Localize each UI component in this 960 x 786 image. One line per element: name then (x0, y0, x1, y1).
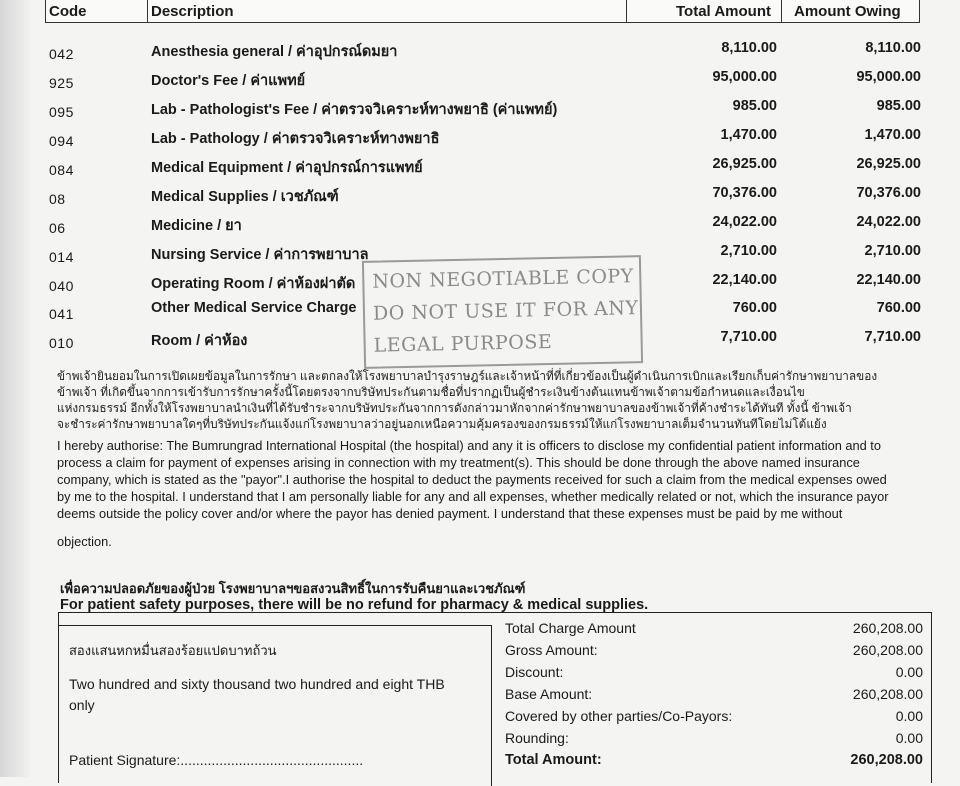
table-row (45, 40, 925, 64)
summary-value: 260,208.00 (852, 642, 923, 658)
thai-consent-line: แห่งกรมธรรม์ อีกทั้งให้โรงพยาบาลนำเงินที่ได้รับชำระจากบริษัทประกันจากการดังกล่าวมาหักจากค่ารักษาพยาบาลของข้าพเจ้าที่ค้างชำระได้ทันที ทั้งนี้ ข้าพเจ้า (57, 401, 852, 415)
summary-label: Covered by other parties/Co-Payors: (505, 708, 733, 724)
header-description: Description (151, 3, 234, 20)
stamp-line: LEGAL PURPOSE (373, 330, 553, 357)
summary-label: Rounding: (505, 730, 569, 746)
safety-notice-thai: เพื่อความปลอดภัยของผู้ป่วย โรงพยาบาลฯขอสงวนสิทธิ์ในการรับคืนยาและเวชภัณฑ์ (60, 581, 526, 596)
item-owing: 1,470.00 (864, 127, 921, 143)
item-description: Room / ค่าห้อง (151, 333, 248, 349)
thai-consent-line: ข้าพเจ้า ที่เกิดขึ้นจากการเข้ารับการรักษาครั้งนี้โดยตรงจากบริษัทประกันตามชื่อที่ปรากฏเป็นผู้ชำระเงินข้างต้นแทนข้าพเจ้าตามข้อกำหนดและเงื่อนไข (57, 385, 805, 399)
item-total: 7,710.00 (720, 329, 777, 345)
summary-label: Base Amount: (505, 686, 593, 702)
item-total: 26,925.00 (712, 156, 777, 172)
item-owing: 22,140.00 (856, 272, 921, 288)
item-total: 760.00 (732, 300, 777, 316)
item-code: 040 (49, 278, 74, 294)
english-consent-line: deems outside the policy cover and/or where the payor has denied payment. I understand that these expenses must be paid by me without (57, 506, 843, 521)
item-description: Lab - Pathology / ค่าตรวจวิเคราะห์ทางพยาธิ (151, 131, 440, 147)
item-description: Operating Room / ค่าห้องผ่าตัด (151, 276, 356, 292)
item-description: Medical Equipment / ค่าอุปกรณ์การแพทย์ (151, 160, 423, 176)
table-row (45, 214, 925, 238)
header-divider (781, 0, 782, 22)
summary-row (505, 620, 923, 640)
safety-notice-english: For patient safety purposes, there will be no refund for pharmacy & medical supplies. (60, 597, 649, 613)
item-description: Medical Supplies / เวชภัณฑ์ (151, 189, 339, 205)
table-row (45, 127, 925, 151)
charges-summary-panel (493, 613, 931, 785)
summary-row (505, 664, 923, 684)
stamp-line: DO NOT USE IT FOR ANY (372, 297, 639, 325)
item-code: 014 (49, 249, 74, 265)
item-total: 1,470.00 (720, 127, 777, 143)
item-owing: 2,710.00 (864, 243, 921, 259)
summary-label: Gross Amount: (505, 642, 598, 658)
english-consent-line: objection. (57, 534, 112, 549)
english-consent-line: company, which is stated as the "payor".I authorise the hospital to deduct the payments received for such a claim from the medical expenses owed (57, 472, 887, 487)
item-description: Other Medical Service Charge (151, 300, 357, 316)
summary-row (505, 642, 923, 662)
header-total-amount: Total Amount (676, 3, 771, 20)
english-consent-line: process a claim for payment of expenses arising in connection with my treatment(s). This should be done through the above named insurance (57, 455, 860, 470)
item-total: 22,140.00 (712, 272, 777, 288)
summary-value: 0.00 (895, 730, 923, 746)
stamp-line: NON NEGOTIABLE COPY (372, 265, 634, 293)
item-owing: 95,000.00 (856, 69, 921, 85)
item-description: Nursing Service / ค่าการพยาบาล (151, 247, 369, 263)
item-description: Medicine / ยา (151, 218, 242, 234)
thai-consent-line: ข้าพเจ้ายินยอมในการเปิดเผยข้อมูลในการรักษา และตกลงให้โรงพยาบาลบำรุงราษฎร์และเจ้าหน้าที่ที่เกี่ยวข้องเป็นผู้ดำเนินการเบิกและเรียกเก็บค่ารักษาพยาบาลของ (57, 369, 878, 383)
summary-label: Discount: (505, 664, 564, 680)
item-total: 70,376.00 (712, 185, 777, 201)
summary-value: 260,208.00 (852, 686, 923, 702)
patient-signature-line: Patient Signature:............................................... (69, 752, 364, 768)
item-owing: 8,110.00 (865, 40, 921, 56)
amount-words-english: Two hundred and sixty thousand two hundred and eight THB (69, 676, 445, 692)
table-row (45, 69, 925, 93)
english-consent-line: I hereby authorise: The Bumrungrad International Hospital (the hospital) and any it is officers to disclose my confidential patient information and to (57, 438, 881, 453)
amount-in-words-panel (59, 625, 492, 786)
item-code: 925 (49, 75, 74, 91)
summary-total-row (505, 752, 923, 772)
page-edge-shadow (0, 0, 30, 777)
item-code: 010 (49, 335, 74, 351)
item-code: 095 (49, 104, 74, 120)
item-total: 8,110.00 (721, 40, 777, 56)
header-divider (626, 0, 627, 22)
item-description: Doctor's Fee / ค่าแพทย์ (151, 73, 306, 89)
header-amount-owing: Amount Owing (794, 3, 901, 20)
amount-words-thai: สองแสนหกหมื่นสองร้อยแปดบาทถ้วน (69, 643, 277, 658)
item-total: 24,022.00 (712, 214, 777, 230)
item-owing: 70,376.00 (856, 185, 921, 201)
item-code: 084 (49, 162, 74, 178)
item-owing: 760.00 (876, 300, 921, 316)
item-code: 08 (49, 191, 66, 207)
header-divider (147, 0, 148, 22)
item-owing: 985.00 (876, 98, 921, 114)
table-row (45, 98, 925, 122)
item-code: 094 (49, 133, 74, 149)
item-owing: 7,710.00 (864, 329, 921, 345)
table-header (45, 0, 920, 23)
summary-row (505, 730, 923, 750)
english-consent-line: by me to the hospital. I understand that I am personally liable for any and all expenses, whether medically related or not, which the insurance payor (57, 489, 889, 504)
item-code: 041 (49, 306, 74, 322)
item-code: 042 (49, 46, 74, 62)
summary-value: 0.00 (895, 708, 923, 724)
amount-words-english-cont: only (69, 697, 95, 713)
non-negotiable-stamp (362, 255, 643, 369)
item-owing: 24,022.00 (856, 214, 921, 230)
header-code: Code (49, 3, 87, 20)
summary-value: 260,208.00 (852, 620, 923, 636)
table-row (45, 185, 925, 209)
summary-row (505, 708, 923, 728)
summary-value: 0.00 (895, 664, 923, 680)
table-row (45, 156, 925, 180)
item-total: 95,000.00 (712, 69, 777, 85)
item-total: 2,710.00 (720, 243, 777, 259)
thai-consent-line: จะชำระค่ารักษาพยาบาลใดๆที่บริษัทประกันแจ้งแก่โรงพยาบาลว่าอยู่นอกเหนือความคุ้มครองของกรมธรรม์ให้แก่โรงพยาบาลเต็มจำนวนทันทีโดยไม่โต้แย้ง (57, 417, 827, 431)
item-code: 06 (49, 220, 66, 236)
item-description: Lab - Pathologist's Fee / ค่าตรวจวิเคราะห์ทางพยาธิ (ค่าแพทย์) (151, 102, 558, 118)
summary-row (505, 686, 923, 706)
item-description: Anesthesia general / ค่าอุปกรณ์ดมยา (151, 44, 398, 60)
summary-total-value: 260,208.00 (850, 752, 923, 768)
summary-label: Total Charge Amount (505, 620, 636, 636)
summary-total-label: Total Amount: (505, 752, 602, 768)
payment-summary-box (58, 612, 932, 783)
item-owing: 26,925.00 (856, 156, 921, 172)
item-total: 985.00 (732, 98, 777, 114)
